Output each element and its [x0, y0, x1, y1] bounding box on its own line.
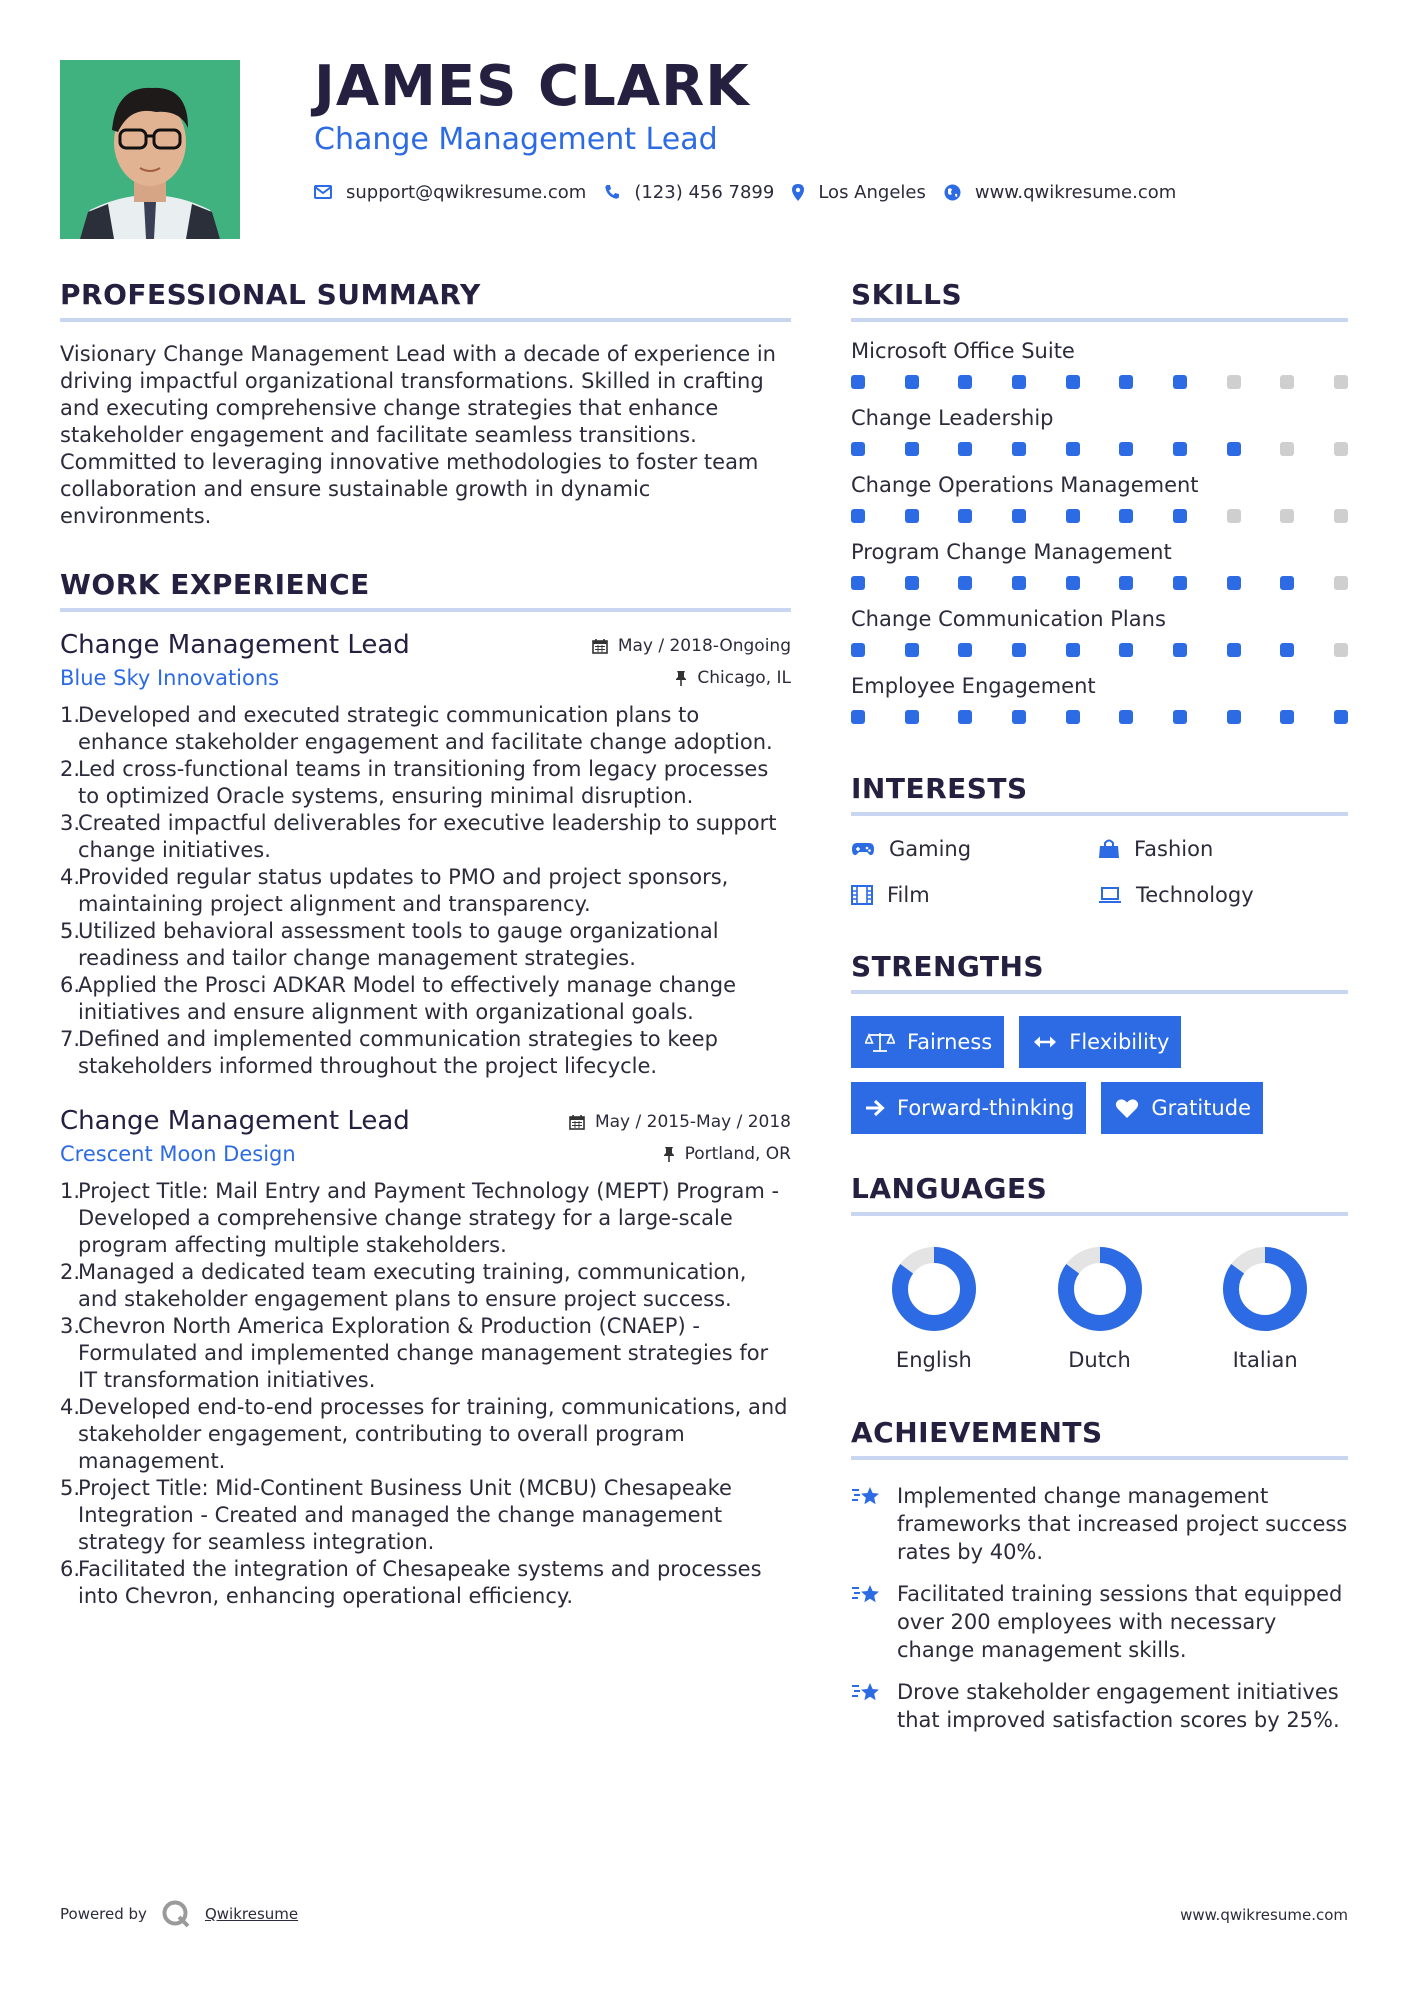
skill-rating — [851, 643, 1348, 657]
skill-name: Employee Engagement — [851, 674, 1096, 698]
rating-dot-filled — [958, 509, 972, 523]
achievement-item: Facilitated training sessions that equipped over 200 employees with necessary change management skills. — [851, 1580, 1348, 1664]
rating-dot-filled — [1066, 576, 1080, 590]
rating-dot-filled — [851, 509, 865, 523]
rating-dot-filled — [1280, 576, 1294, 590]
list-item: 3.Created impactful deliverables for executive leadership to support change initiatives. — [60, 811, 777, 862]
rating-dot-filled — [851, 442, 865, 456]
interest-gaming: Gaming — [851, 834, 1098, 864]
rating-dot-empty — [1280, 509, 1294, 523]
rating-dot-empty — [1334, 643, 1348, 657]
section-divider — [60, 318, 791, 322]
rating-dot-empty — [1334, 509, 1348, 523]
skill-rating — [851, 710, 1348, 724]
skill-rating — [851, 442, 1348, 456]
job-role: Change Management Lead — [60, 1106, 410, 1136]
section-divider — [851, 812, 1348, 816]
rating-dot-filled — [1012, 576, 1026, 590]
rating-dot-filled — [1012, 643, 1026, 657]
list-item: 7.Defined and implemented communication strategies to keep stakeholders informed throughout the project lifecycle. — [60, 1027, 718, 1078]
skills-heading: SKILLS — [851, 278, 963, 311]
job-location: Chicago, IL — [675, 668, 791, 688]
job-role: Change Management Lead — [60, 630, 410, 660]
rating-dot-filled — [1066, 509, 1080, 523]
achievements-heading: ACHIEVEMENTS — [851, 1416, 1103, 1449]
skill-item — [851, 607, 1348, 657]
rating-dot-empty — [1334, 576, 1348, 590]
skill-name: Program Change Management — [851, 540, 1172, 564]
candidate-name: JAMES CLARK — [314, 54, 750, 119]
list-item: 5.Utilized behavioral assessment tools to gauge organizational readiness and tailor change management strategies. — [60, 919, 719, 970]
section-divider — [851, 990, 1348, 994]
footer-website[interactable]: www.qwikresume.com — [1180, 1906, 1348, 1924]
languages-heading: LANGUAGES — [851, 1172, 1048, 1205]
rating-dot-filled — [1066, 710, 1080, 724]
qwikresume-logo-icon — [161, 1899, 193, 1929]
list-item: 1.Project Title: Mail Entry and Payment Technology (MEPT) Program - Developed a comprehensive change strategy for a large-scale program affecting multiple stakeholders. — [60, 1179, 780, 1257]
powered-by-label: Powered by — [60, 1905, 147, 1923]
rating-dot-filled — [1280, 710, 1294, 724]
calendar-icon — [569, 1114, 585, 1130]
website-text: www.qwikresume.com — [974, 181, 1177, 203]
rating-dot-filled — [958, 710, 972, 724]
summary-heading: PROFESSIONAL SUMMARY — [60, 278, 481, 311]
achievement-item: Implemented change management frameworks that increased project success rates by 40%. — [851, 1482, 1348, 1566]
job-entry-1 — [60, 630, 791, 1080]
envelope-icon — [314, 185, 332, 199]
language-name: Dutch — [1068, 1348, 1131, 1372]
rating-dot-filled — [1173, 576, 1187, 590]
rating-dot-filled — [851, 576, 865, 590]
candidate-title: Change Management Lead — [314, 122, 718, 157]
rating-dot-empty — [1334, 442, 1348, 456]
shopping-bag-icon — [1098, 839, 1120, 859]
location-text: Los Angeles — [818, 181, 926, 203]
pushpin-icon — [663, 1146, 675, 1162]
rating-dot-empty — [1227, 375, 1241, 389]
skill-name: Microsoft Office Suite — [851, 339, 1075, 363]
skills-list — [851, 339, 1348, 724]
phone-text: (123) 456 7899 — [634, 181, 775, 203]
experience-heading: WORK EXPERIENCE — [60, 568, 370, 601]
interests-heading: INTERESTS — [851, 772, 1028, 805]
contact-location — [792, 182, 926, 203]
languages-section — [851, 1172, 1348, 1372]
rating-dot-filled — [1012, 710, 1026, 724]
section-divider — [851, 318, 1348, 322]
list-item: 5.Project Title: Mid-Continent Business Unit (MCBU) Chesapeake Integration - Created and managed the change management strategy for seamless integration. — [60, 1476, 732, 1554]
rating-dot-empty — [1334, 375, 1348, 389]
achievements-section — [851, 1416, 1348, 1734]
email-text: support@qwikresume.com — [346, 181, 587, 203]
list-item: 2.Managed a dedicated team executing training, communication, and stakeholder engagement plans to ensure project success. — [60, 1260, 747, 1311]
rating-dot-filled — [905, 643, 919, 657]
skill-item — [851, 406, 1348, 456]
summary-text: Visionary Change Management Lead with a decade of experience in driving impactful organizational transformations. Skilled in crafting and executing comprehensive change strategies that enhance stakeholder engagement and facilitate seamless transitions. Committed to leveraging innovative methodologies to foster team collaboration and ensure sustainable growth in dynamic environments. — [60, 342, 776, 528]
rating-dot-filled — [1119, 509, 1133, 523]
rating-dot-filled — [1119, 643, 1133, 657]
strengths-section — [851, 950, 1348, 1134]
section-divider — [851, 1456, 1348, 1460]
shooting-star-icon — [851, 1680, 883, 1706]
rating-dot-filled — [905, 375, 919, 389]
pushpin-icon — [675, 670, 687, 686]
rating-dot-filled — [1119, 576, 1133, 590]
rating-dot-filled — [851, 710, 865, 724]
proficiency-ring — [1222, 1246, 1308, 1332]
arrow-right-icon — [865, 1099, 885, 1117]
calendar-icon — [592, 638, 608, 654]
strength-tag: Gratitude — [1101, 1082, 1263, 1134]
list-item: 2.Led cross-functional teams in transitioning from legacy processes to optimized Oracle systems, ensuring minimal disruption. — [60, 757, 769, 808]
rating-dot-filled — [1227, 442, 1241, 456]
skill-item — [851, 540, 1348, 590]
rating-dot-filled — [1280, 643, 1294, 657]
rating-dot-filled — [1173, 442, 1187, 456]
list-item: 4.Provided regular status updates to PMO and project sponsors, maintaining project alignment and transparency. — [60, 865, 729, 916]
job-dates: May / 2015-May / 2018 — [569, 1112, 791, 1132]
rating-dot-filled — [851, 643, 865, 657]
rating-dot-filled — [958, 643, 972, 657]
rating-dot-filled — [905, 442, 919, 456]
film-icon — [851, 885, 873, 905]
job-entry-2 — [60, 1106, 791, 1610]
job-bullets — [60, 1178, 791, 1610]
globe-icon — [944, 184, 961, 201]
strength-tag: Forward-thinking — [851, 1082, 1086, 1134]
skill-rating — [851, 509, 1348, 523]
skill-item — [851, 473, 1348, 523]
interests-section — [851, 772, 1348, 910]
rating-dot-filled — [1066, 375, 1080, 389]
rating-dot-filled — [1227, 576, 1241, 590]
rating-dot-filled — [1173, 710, 1187, 724]
rating-dot-filled — [905, 710, 919, 724]
contact-phone[interactable] — [604, 182, 774, 203]
skill-name: Change Communication Plans — [851, 607, 1166, 631]
company-name: Crescent Moon Design — [60, 1142, 296, 1166]
rating-dot-filled — [905, 576, 919, 590]
language-item — [851, 1246, 1017, 1372]
rating-dot-empty — [1280, 375, 1294, 389]
rating-dot-filled — [1119, 710, 1133, 724]
rating-dot-filled — [958, 442, 972, 456]
interest-fashion: Fashion — [1098, 834, 1348, 864]
list-item: 3.Chevron North America Exploration & Production (CNAEP) - Formulated and implemented change management strategies for IT transformation initiatives. — [60, 1314, 769, 1392]
profile-photo — [60, 60, 240, 239]
language-item — [1017, 1246, 1183, 1372]
rating-dot-filled — [1012, 442, 1026, 456]
strengths-heading: STRENGTHS — [851, 950, 1045, 983]
strength-tag: Flexibility — [1019, 1016, 1181, 1068]
list-item: 6.Applied the Prosci ADKAR Model to effectively manage change initiatives and ensure alignment with organizational goals. — [60, 973, 737, 1024]
achievement-item: Drove stakeholder engagement initiatives that improved satisfaction scores by 25%. — [851, 1678, 1348, 1734]
arrows-horizontal-icon — [1033, 1035, 1057, 1049]
language-item — [1182, 1246, 1348, 1372]
section-divider — [851, 1212, 1348, 1216]
rating-dot-filled — [1066, 643, 1080, 657]
footer-powered-by — [60, 1899, 298, 1929]
job-location: Portland, OR — [663, 1144, 791, 1164]
rating-dot-filled — [905, 509, 919, 523]
contact-email[interactable] — [314, 182, 586, 203]
rating-dot-filled — [1012, 375, 1026, 389]
job-bullets — [60, 702, 791, 1080]
summary-section — [60, 278, 791, 530]
rating-dot-filled — [1066, 442, 1080, 456]
rating-dot-empty — [1227, 509, 1241, 523]
brand-link[interactable]: Qwikresume — [204, 1905, 299, 1923]
interest-film: Film — [851, 880, 1098, 910]
laptop-icon — [1098, 886, 1122, 904]
contact-website[interactable] — [944, 182, 1176, 203]
rating-dot-filled — [1012, 509, 1026, 523]
list-item: 4.Developed end-to-end processes for training, communications, and stakeholder engagement, contributing to overall program management. — [60, 1395, 788, 1473]
phone-icon — [604, 184, 620, 200]
rating-dot-filled — [1334, 710, 1348, 724]
shooting-star-icon — [851, 1582, 883, 1608]
left-column — [60, 278, 791, 1610]
rating-dot-filled — [958, 576, 972, 590]
rating-dot-filled — [1173, 509, 1187, 523]
rating-dot-filled — [851, 375, 865, 389]
gamepad-icon — [851, 841, 875, 857]
skill-item — [851, 339, 1348, 389]
skill-name: Change Leadership — [851, 406, 1054, 430]
proficiency-ring — [1057, 1246, 1143, 1332]
section-divider — [60, 608, 791, 612]
rating-dot-filled — [1119, 442, 1133, 456]
skill-name: Change Operations Management — [851, 473, 1199, 497]
skill-rating — [851, 375, 1348, 389]
right-column — [851, 278, 1348, 1748]
contact-bar — [314, 180, 1194, 204]
list-item: 1.Developed and executed strategic communication plans to enhance stakeholder engagement and facilitate change adoption. — [60, 703, 773, 754]
rating-dot-filled — [1227, 710, 1241, 724]
language-name: Italian — [1232, 1348, 1298, 1372]
skill-rating — [851, 576, 1348, 590]
interest-technology: Technology — [1098, 880, 1348, 910]
rating-dot-filled — [1119, 375, 1133, 389]
rating-dot-filled — [958, 375, 972, 389]
map-pin-icon — [792, 184, 804, 201]
heart-icon — [1115, 1098, 1139, 1119]
proficiency-ring — [891, 1246, 977, 1332]
job-dates: May / 2018-Ongoing — [592, 636, 791, 656]
list-item: 6.Facilitated the integration of Chesapeake systems and processes into Chevron, enhancing operational efficiency. — [60, 1557, 762, 1608]
balance-scale-icon — [865, 1031, 895, 1053]
shooting-star-icon — [851, 1484, 883, 1510]
rating-dot-filled — [1173, 643, 1187, 657]
rating-dot-filled — [1173, 375, 1187, 389]
experience-section — [60, 568, 791, 1610]
skill-item — [851, 674, 1348, 724]
language-name: English — [895, 1348, 972, 1372]
strength-tag: Fairness — [851, 1016, 1004, 1068]
company-name: Blue Sky Innovations — [60, 666, 280, 690]
rating-dot-filled — [1227, 643, 1241, 657]
rating-dot-empty — [1280, 442, 1294, 456]
skills-section — [851, 278, 1348, 724]
